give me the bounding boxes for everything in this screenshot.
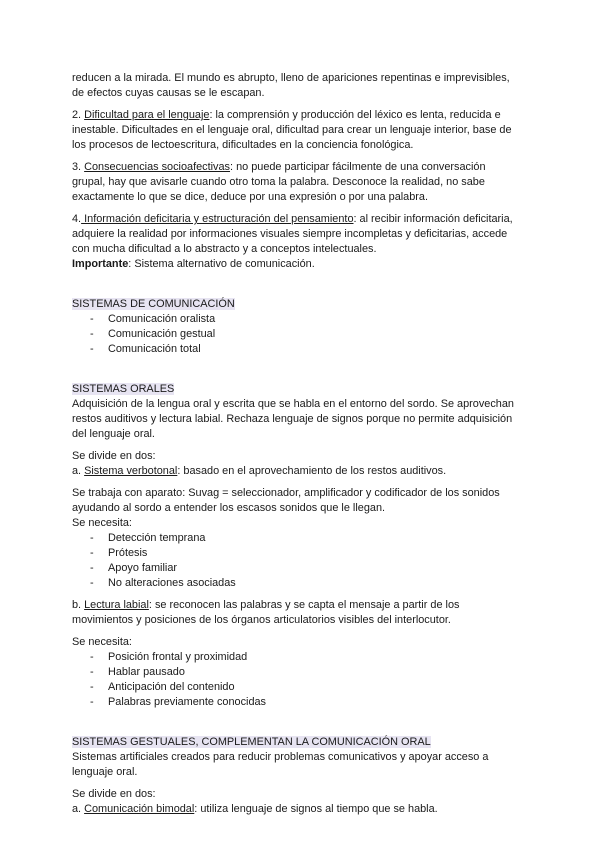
aparato-paragraph: Se trabaja con aparato: Suvag = seleccionador, amplificador y codificador de los sonidos ayudando al sordo a entender los escasos sonidos que le llegan. Se necesita: bbox=[72, 487, 500, 529]
sistemas-comunicacion-list bbox=[72, 312, 528, 357]
verbotonal-term: Sistema verbotonal bbox=[84, 465, 178, 477]
sistemas-comunicacion-heading: SISTEMAS DE COMUNICACIÓN bbox=[72, 298, 235, 310]
bimodal-term: Comunicación bimodal bbox=[84, 803, 195, 815]
list-item: - Anticipación del contenido bbox=[72, 680, 528, 695]
item-3-term: Consecuencias socioafectivas bbox=[84, 161, 231, 173]
necesita-list-1 bbox=[72, 531, 528, 591]
item-4-term: Información deficitaria y estructuración del pensamiento bbox=[81, 213, 354, 225]
sistemas-gestuales-paragraph: Sistemas artificiales creados para reducir problemas comunicativos y apoyar acceso a lenguaje oral. bbox=[72, 751, 489, 778]
list-item: - Detección temprana bbox=[72, 531, 528, 546]
divide-paragraph: Se divide en dos: a. Sistema verbotonal: basado en el aprovechamiento de los restos auditivos. bbox=[72, 450, 447, 477]
list-item: - Apoyo familiar bbox=[72, 561, 528, 576]
list-item: - No alteraciones asociadas bbox=[72, 576, 528, 591]
list-item: - Comunicación gestual bbox=[72, 327, 528, 342]
list-item: - Comunicación total bbox=[72, 342, 528, 357]
sistemas-orales-paragraph: Adquisición de la lengua oral y escrita que se habla en el entorno del sordo. Se aprovechan restos auditivos y lectura labial. Rechaza lenguaje de signos porque no permite adquisición del lenguaje oral. bbox=[72, 398, 514, 440]
lectura-labial-paragraph: b. Lectura labial: se reconocen las palabras y se capta el mensaje a partir de los movimientos y posiciones de los órganos articulatorios visibles del interlocutor. bbox=[72, 599, 460, 626]
item-2-paragraph: 2. Dificultad para el lenguaje: la comprensión y producción del léxico es lenta, reducida e inestable. Dificultades en el lenguaje oral, dificultad para crear un lenguaje interior, base de los procesos de lectoescritura, dificultades en la conciencia fonológica. bbox=[72, 109, 512, 151]
sistemas-orales-heading: SISTEMAS ORALES bbox=[72, 383, 175, 395]
intro-line: de efectos cuyas causas se le escapan. bbox=[72, 87, 265, 99]
list-item: - Comunicación oralista bbox=[72, 312, 528, 327]
intro-line: reducen a la mirada. El mundo es abrupto, lleno de apariciones repentinas e imprevisibles, bbox=[72, 72, 510, 84]
list-item: - Palabras previamente conocidas bbox=[72, 695, 528, 710]
item-2-term: Dificultad para el lenguaje bbox=[84, 109, 210, 121]
sistemas-gestuales-heading: SISTEMAS GESTUALES, COMPLEMENTAN LA COMUNICACIÓN ORAL bbox=[72, 736, 431, 748]
importante-label: Importante bbox=[72, 258, 129, 270]
necesita-label: Se necesita: bbox=[72, 636, 132, 648]
list-item: - Posición frontal y proximidad bbox=[72, 650, 528, 665]
item-4-paragraph: 4. Información deficitaria y estructuración del pensamiento: al recibir información deficitaria, adquiere la realidad por informaciones visuales siempre incompletas y deficitarias, accede con mucha dificultad a lo abstracto y a conceptos intelectuales. Importante: Sistema alternativo de comunicación. bbox=[72, 213, 513, 270]
intro-paragraph bbox=[72, 71, 528, 101]
text-column bbox=[72, 71, 528, 817]
necesita-list-2 bbox=[72, 650, 528, 710]
section-heading bbox=[72, 735, 528, 750]
section-heading bbox=[72, 297, 528, 312]
list-item: - Prótesis bbox=[72, 546, 528, 561]
gestuales-divide-paragraph: Se divide en dos: a. Comunicación bimodal: utiliza lenguaje de signos al tiempo que se habla. bbox=[72, 788, 438, 815]
list-item: - Hablar pausado bbox=[72, 665, 528, 680]
importante-text: : Sistema alternativo de comunicación. bbox=[128, 258, 315, 270]
item-3-paragraph: 3. Consecuencias socioafectivas: no puede participar fácilmente de una conversación grupal, hay que avisarle cuando otro toma la palabra. Desconoce la realidad, no sabe exactamente lo que se dice, deduce por una expresión o por una palabra. bbox=[72, 161, 486, 203]
lectura-labial-term: Lectura labial bbox=[84, 599, 149, 611]
section-heading bbox=[72, 382, 528, 397]
